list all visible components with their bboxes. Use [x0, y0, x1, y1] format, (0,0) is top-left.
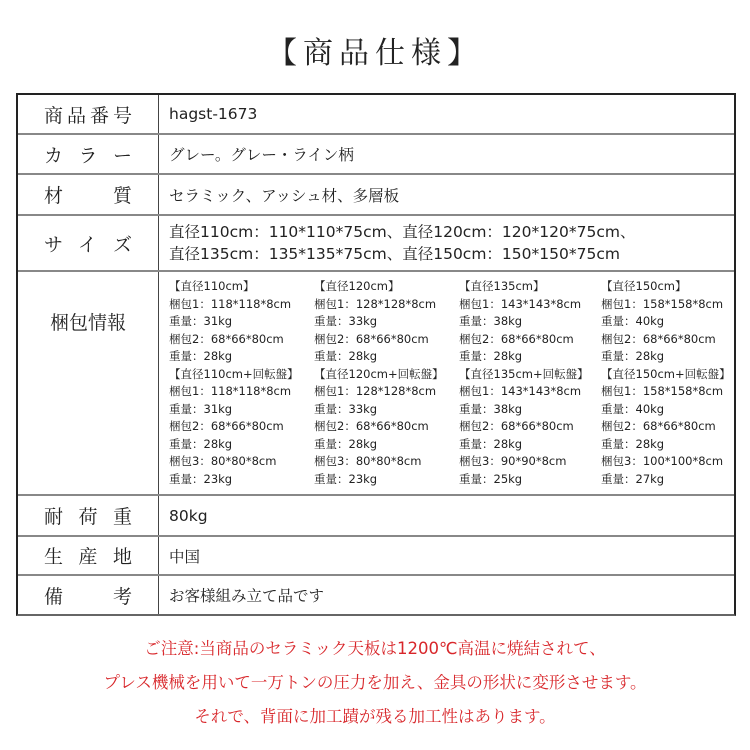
packaging-block-header: 【直径150cm+回転盤】 — [601, 366, 731, 381]
packaging-line: 重量：28kg — [601, 349, 665, 363]
value-remarks: お客様組み立て品です — [169, 587, 325, 605]
label-size — [18, 216, 159, 270]
size-line: 直径135cm：135*135*75cm、直径150cm：150*150*75cm — [169, 245, 620, 263]
label-text: サイズ — [44, 233, 132, 256]
packaging-line: 梱包1：128*128*8cm — [314, 384, 437, 398]
packaging-line: 重量：23kg — [314, 471, 378, 486]
label-packaging — [18, 272, 159, 494]
row-origin — [18, 535, 734, 574]
packaging-line: 梱包1：158*158*8cm — [601, 384, 724, 398]
label-text: 商品番号 — [44, 104, 132, 127]
label-product-number — [18, 95, 159, 133]
label-load-capacity — [18, 496, 159, 535]
packaging-line: 梱包1：128*128*8cm — [314, 296, 437, 311]
packaging-line: 梱包2：68*66*80cm — [169, 331, 284, 346]
packaging-line: 重量：28kg — [169, 349, 233, 363]
packaging-block — [459, 366, 601, 489]
row-remarks — [18, 574, 734, 614]
packaging-line: 重量：38kg — [459, 314, 523, 328]
packaging-block — [169, 278, 314, 366]
packaging-line: 梱包2：68*66*80cm — [169, 419, 284, 433]
packaging-line: 重量：38kg — [459, 401, 523, 416]
label-text: カラー — [44, 144, 132, 167]
page-title: 【商品仕様】 — [267, 36, 483, 71]
packaging-block-header: 【直径120cm】 — [314, 279, 400, 293]
packaging-block — [601, 366, 741, 489]
packaging-line: 梱包1：118*118*8cm — [169, 296, 292, 311]
packaging-line: 重量：28kg — [601, 436, 665, 451]
packaging-line: 重量：23kg — [169, 471, 233, 486]
packaging-line: 重量：33kg — [314, 401, 378, 416]
packaging-line: 梱包2：68*66*80cm — [459, 419, 574, 433]
value-material: セラミック、アッシュ材、多層板 — [169, 186, 400, 205]
packaging-line: 重量：28kg — [314, 349, 378, 363]
label-text: 材質 — [44, 185, 132, 207]
value-size — [159, 216, 734, 270]
packaging-line: 重量：28kg — [459, 349, 523, 363]
packaging-line: 梱包1：118*118*8cm — [169, 384, 292, 398]
packaging-line: 重量：25kg — [459, 471, 523, 486]
packaging-line: 梱包2：68*66*80cm — [601, 419, 716, 433]
packaging-line: 重量：31kg — [169, 401, 233, 416]
packaging-block-header: 【直径135cm】 — [459, 279, 545, 293]
caution-line: それで、背面に加工蹟が残る加工性はあります。 — [194, 707, 556, 726]
packaging-block — [314, 278, 459, 366]
label-text: 耐荷重 — [44, 506, 132, 528]
packaging-line: 重量：33kg — [314, 314, 378, 328]
value-origin: 中国 — [169, 547, 201, 566]
packaging-block-header: 【直径110cm+回転盤】 — [169, 366, 299, 381]
packaging-block-header: 【直径135cm+回転盤】 — [459, 366, 589, 381]
label-remarks — [18, 576, 159, 614]
packaging-block-header: 【直径120cm+回転盤】 — [314, 366, 444, 381]
packaging-line: 重量：28kg — [169, 436, 233, 451]
value-product-number: hagst-1673 — [169, 105, 258, 123]
packaging-block — [314, 366, 459, 489]
size-line: 直径110cm：110*110*75cm、直径120cm：120*120*75cm、 — [169, 223, 636, 241]
packaging-block-header: 【直径110cm】 — [169, 279, 255, 293]
packaging-line: 梱包2：68*66*80cm — [601, 331, 716, 346]
packaging-line: 梱包3：80*80*8cm — [169, 454, 277, 468]
packaging-line: 梱包3：90*90*8cm — [459, 454, 567, 468]
row-material — [18, 173, 734, 214]
row-product-number — [18, 95, 734, 133]
row-color — [18, 133, 734, 173]
spec-table — [16, 93, 736, 616]
packaging-line: 重量：28kg — [459, 436, 523, 451]
label-color — [18, 135, 159, 173]
packaging-line: 重量：27kg — [601, 471, 665, 486]
caution-line: プレス機械を用いて一万トンの圧力を加え、金具の形状に変形させます。 — [103, 673, 647, 692]
label-text: 梱包情報 — [49, 312, 126, 334]
row-size — [18, 214, 734, 270]
value-packaging — [159, 272, 741, 494]
packaging-line: 梱包1：143*143*8cm — [459, 384, 582, 398]
label-material — [18, 175, 159, 214]
caution-line: ご注意:当商品のセラミック天板は1200℃高温に焼結されて、 — [144, 639, 606, 658]
packaging-line: 梱包2：68*66*80cm — [459, 331, 574, 346]
label-text: 生産地 — [44, 546, 132, 568]
packaging-line: 重量：31kg — [169, 314, 233, 328]
packaging-block-header: 【直径150cm】 — [601, 279, 687, 293]
packaging-line: 梱包2：68*66*80cm — [314, 419, 429, 433]
packaging-line: 重量：40kg — [601, 401, 665, 416]
row-load-capacity — [18, 494, 734, 535]
label-origin — [18, 537, 159, 574]
packaging-line: 梱包2：68*66*80cm — [314, 331, 429, 346]
packaging-line: 重量：40kg — [601, 314, 665, 328]
packaging-grid — [169, 272, 741, 496]
packaging-line: 梱包1：143*143*8cm — [459, 296, 582, 311]
row-packaging — [18, 270, 734, 494]
packaging-block — [169, 366, 314, 489]
label-text: 備考 — [44, 585, 132, 608]
packaging-block — [601, 278, 741, 366]
value-color: グレー。グレー・ライン柄 — [169, 146, 354, 164]
packaging-line: 重量：28kg — [314, 436, 378, 451]
packaging-line: 梱包3：100*100*8cm — [601, 454, 724, 468]
packaging-line: 梱包3：80*80*8cm — [314, 454, 422, 468]
packaging-block — [459, 278, 601, 366]
caution-notes — [0, 632, 750, 734]
packaging-line: 梱包1：158*158*8cm — [601, 296, 724, 311]
value-load-capacity: 80kg — [169, 506, 208, 525]
